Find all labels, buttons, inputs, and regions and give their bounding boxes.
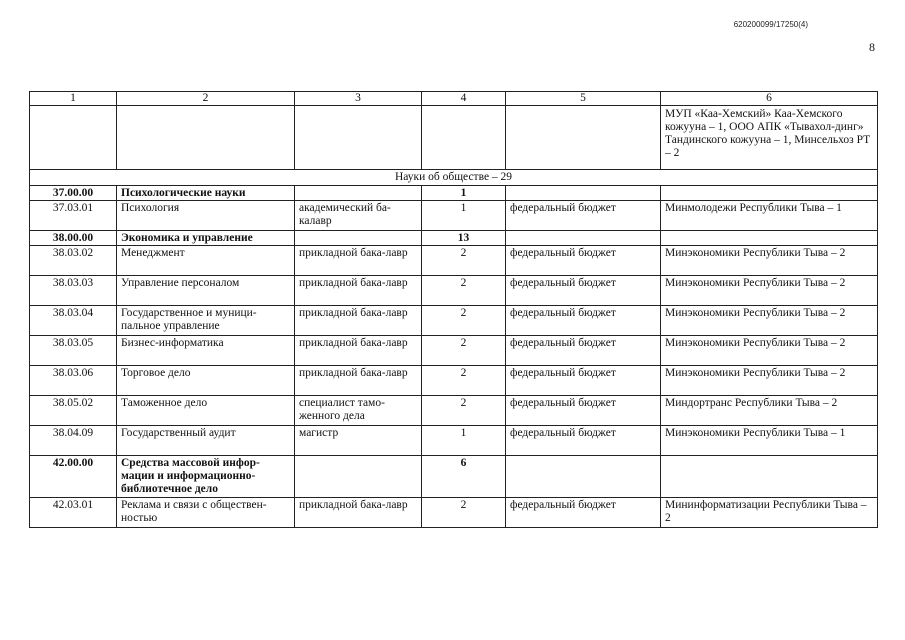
cell-code: 38.04.09 [30,426,117,456]
cell-code: 38.03.02 [30,246,117,276]
cell-code: 38.03.04 [30,306,117,336]
cell-count: 2 [422,336,506,366]
cell-funding: федеральный бюджет [506,426,661,456]
cell-name: Управление персоналом [117,276,295,306]
continuation-row [30,106,878,170]
cell-count: 2 [422,366,506,396]
table-row [30,306,878,336]
document-id: 620200099/17250(4) [733,20,808,29]
cell-employer: Минэкономики Республики Тыва – 2 [661,336,878,366]
table-cell [117,106,295,170]
cell-employer: Мининформатизации Республики Тыва – 2 [661,498,878,528]
cell-code: 38.05.02 [30,396,117,426]
cell-level: прикладной бака-лавр [295,246,422,276]
cell-employer [661,186,878,201]
cell-level: магистр [295,426,422,456]
cell-level: прикладной бака-лавр [295,498,422,528]
cell-name: Бизнес-информатика [117,336,295,366]
cell-count: 2 [422,246,506,276]
cell-code: 42.00.00 [30,456,117,498]
table-cell [422,106,506,170]
cell-count: 2 [422,276,506,306]
cell-name: Психология [117,201,295,231]
section-title: Науки об обществе – 29 [30,170,878,186]
cell-name: Средства массовой инфор-мации и информационно-библиотечное дело [117,456,295,498]
cell-name: Государственное и муници-пальное управление [117,306,295,336]
table-row [30,276,878,306]
table-row [30,246,878,276]
cell-count: 2 [422,396,506,426]
cell-code: 37.00.00 [30,186,117,201]
cell-count: 6 [422,456,506,498]
cell-level: академический ба-калавр [295,201,422,231]
cell-level: прикладной бака-лавр [295,276,422,306]
header-cell: 3 [295,92,422,106]
cell-funding: федеральный бюджет [506,396,661,426]
cell-count: 1 [422,186,506,201]
cell-funding: федеральный бюджет [506,498,661,528]
cell-funding [506,231,661,246]
header-cell: 6 [661,92,878,106]
table-row [30,366,878,396]
table-cell [30,106,117,170]
cell-code: 38.03.06 [30,366,117,396]
cell-funding: федеральный бюджет [506,246,661,276]
section-row [30,170,878,186]
cell-level [295,231,422,246]
cell-name: Реклама и связи с обществен-ностью [117,498,295,528]
cell-level [295,186,422,201]
cell-funding: федеральный бюджет [506,366,661,396]
cell-level: прикладной бака-лавр [295,336,422,366]
header-cell: 1 [30,92,117,106]
cell-count: 2 [422,498,506,528]
table-row [30,498,878,528]
header-row [30,92,878,106]
cell-funding: федеральный бюджет [506,276,661,306]
cell-level: прикладной бака-лавр [295,366,422,396]
cell-name: Таможенное дело [117,396,295,426]
cell-code: 38.03.05 [30,336,117,366]
cell-employer [661,456,878,498]
cell-name: Менеджмент [117,246,295,276]
cell-code: 38.03.03 [30,276,117,306]
cell-employer: Миндортранс Республики Тыва – 2 [661,396,878,426]
cell-employer: Минэкономики Республики Тыва – 2 [661,276,878,306]
cell-employer: Минэкономики Республики Тыва – 2 [661,246,878,276]
page-number: 8 [869,40,875,54]
cell-level: специалист тамо-женного дела [295,396,422,426]
programs-table [29,91,878,528]
cell-employer [661,231,878,246]
cell-count: 1 [422,201,506,231]
cell-count: 1 [422,426,506,456]
cell-count: 2 [422,306,506,336]
cell-count: 13 [422,231,506,246]
cell-level [295,456,422,498]
cell-funding: федеральный бюджет [506,306,661,336]
cell-funding [506,456,661,498]
table-row [30,201,878,231]
cell-employer: Минмолодежи Республики Тыва – 1 [661,201,878,231]
cell-employer: Минэкономики Республики Тыва – 2 [661,366,878,396]
cell-code: 42.03.01 [30,498,117,528]
cell-code: 37.03.01 [30,201,117,231]
cell-code: 38.00.00 [30,231,117,246]
cell-funding: федеральный бюджет [506,336,661,366]
cell-funding [506,186,661,201]
cell-funding: федеральный бюджет [506,201,661,231]
cell-name: Торговое дело [117,366,295,396]
table-row [30,336,878,366]
group-row [30,186,878,201]
group-row [30,231,878,246]
cell-name: Экономика и управление [117,231,295,246]
table-cell: МУП «Каа-Хемский» Каа-Хемского кожууна – 1, ООО АПК «Тывахол-динг» Тандинского кожууна – 1, Минсельхоз РТ – 2 [661,106,878,170]
header-cell: 2 [117,92,295,106]
table-row [30,426,878,456]
table-cell [295,106,422,170]
cell-employer: Минэкономики Республики Тыва – 1 [661,426,878,456]
cell-name: Психологические науки [117,186,295,201]
cell-name: Государственный аудит [117,426,295,456]
table-cell [506,106,661,170]
header-cell: 4 [422,92,506,106]
table-row [30,396,878,426]
group-row [30,456,878,498]
header-cell: 5 [506,92,661,106]
cell-level: прикладной бака-лавр [295,306,422,336]
cell-employer: Минэкономики Республики Тыва – 2 [661,306,878,336]
